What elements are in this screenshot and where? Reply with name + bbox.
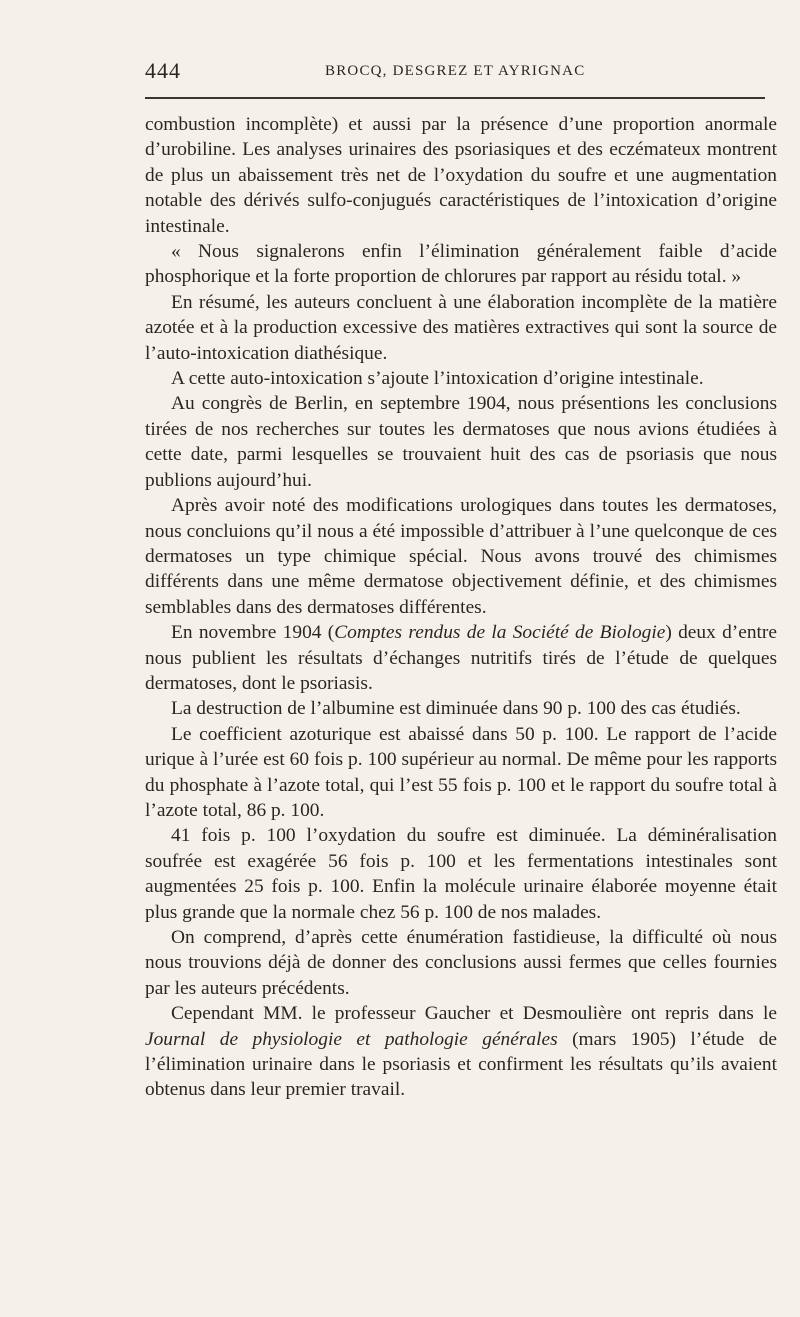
paragraph-1: combustion incomplète) et aussi par la présence d’une proportion anormale d’urobiline. Les analyses urinaires des psoriasiques et des eczémateux montrent de plus un abaissement très net de l’oxydation du soufre et une augmentation notable des dérivés sulfo-conjugués caractéristiques de l’intoxication d’origine intestinale. bbox=[145, 114, 777, 237]
paragraph-3: En résumé, les auteurs concluent à une élaboration incomplète de la matière azotée et à la production excessive des matières extractives qui sont la source de l’auto-intoxication diathésique. bbox=[145, 291, 777, 364]
paragraph-7 bbox=[145, 620, 777, 696]
journal-title-comptes-rendus: Comptes rendus de la Société de Biologie bbox=[334, 622, 666, 644]
paragraph-12 bbox=[145, 1001, 777, 1103]
body-text bbox=[145, 112, 777, 1103]
paragraph-7-post: ) deux d’entre nous publient les résultats d’échanges nutritifs tirés de l’étude de quelques dermatoses, dont le psoriasis. bbox=[145, 622, 777, 694]
paragraph-12-pre: Cependant MM. le professeur Gaucher et Desmoulière ont repris dans le bbox=[171, 1003, 777, 1025]
page-number: 444 bbox=[145, 58, 181, 83]
journal-title-physiologie: Journal de physiologie et pathologie générales bbox=[145, 1028, 558, 1050]
paragraph-5: Au congrès de Berlin, en septembre 1904, nous présentions les conclusions tirées de nos recherches sur toutes les dermatoses que nous avions étudiées à cette date, parmi lesquelles se trouvaient huit des cas de psoriasis que nous publions aujourd’hui. bbox=[145, 393, 777, 491]
paragraph-8: La destruction de l’albumine est diminuée dans 90 p. 100 des cas étudiés. bbox=[171, 698, 741, 720]
paragraph-9: Le coefficient azoturique est abaissé dans 50 p. 100. Le rapport de l’acide urique à l’urée est 60 fois p. 100 supérieur au normal. De même pour les rapports du phosphate à l’azote total, qui l’est 55 fois p. 100 et le rapport du soufre total à l’azote total, 86 p. 100. bbox=[145, 723, 777, 821]
paragraph-12-post: (mars 1905) l’étude de l’élimination urinaire dans le psoriasis et confirment les résultats qu’ils avaient obtenus dans leur premier travail. bbox=[145, 1028, 778, 1101]
paragraph-2: « Nous signalerons enfin l’élimination généralement faible d’acide phosphorique et la forte proportion de chlorures par rapport au résidu total. » bbox=[145, 241, 777, 288]
paragraph-11: On comprend, d’après cette énumération fastidieuse, la difficulté où nous nous trouvions déjà de donner des conclusions aussi fermes que celles fournies par les auteurs précédents. bbox=[145, 927, 777, 999]
paragraph-4: A cette auto-intoxication s’ajoute l’intoxication d’origine intestinale. bbox=[171, 368, 704, 390]
paragraph-6: Après avoir noté des modifications urologiques dans toutes les dermatoses, nous concluions qu’il nous a été impossible d’attribuer à l’une quelconque de ces dermatoses un type chimique spécial. Nous avons trouvé des chimismes différents dans une même dermatose objectivement définie, et des chimismes semblables dans des dermatoses différentes. bbox=[145, 495, 777, 618]
page-header bbox=[145, 58, 765, 88]
running-head: BROCQ, DESGREZ ET AYRIGNAC bbox=[325, 63, 586, 79]
paragraph-7-pre: En novembre 1904 ( bbox=[171, 622, 335, 644]
paragraph-10: 41 fois p. 100 l’oxydation du soufre est diminuée. La déminéralisation soufrée est exagérée 56 fois p. 100 et les fermentations intestinales sont augmentées 25 fois p. 100. Enfin la molécule urinaire élaborée moyenne était plus grande que la normale chez 56 p. 100 de nos malades. bbox=[145, 825, 777, 923]
header-rule bbox=[145, 97, 765, 99]
